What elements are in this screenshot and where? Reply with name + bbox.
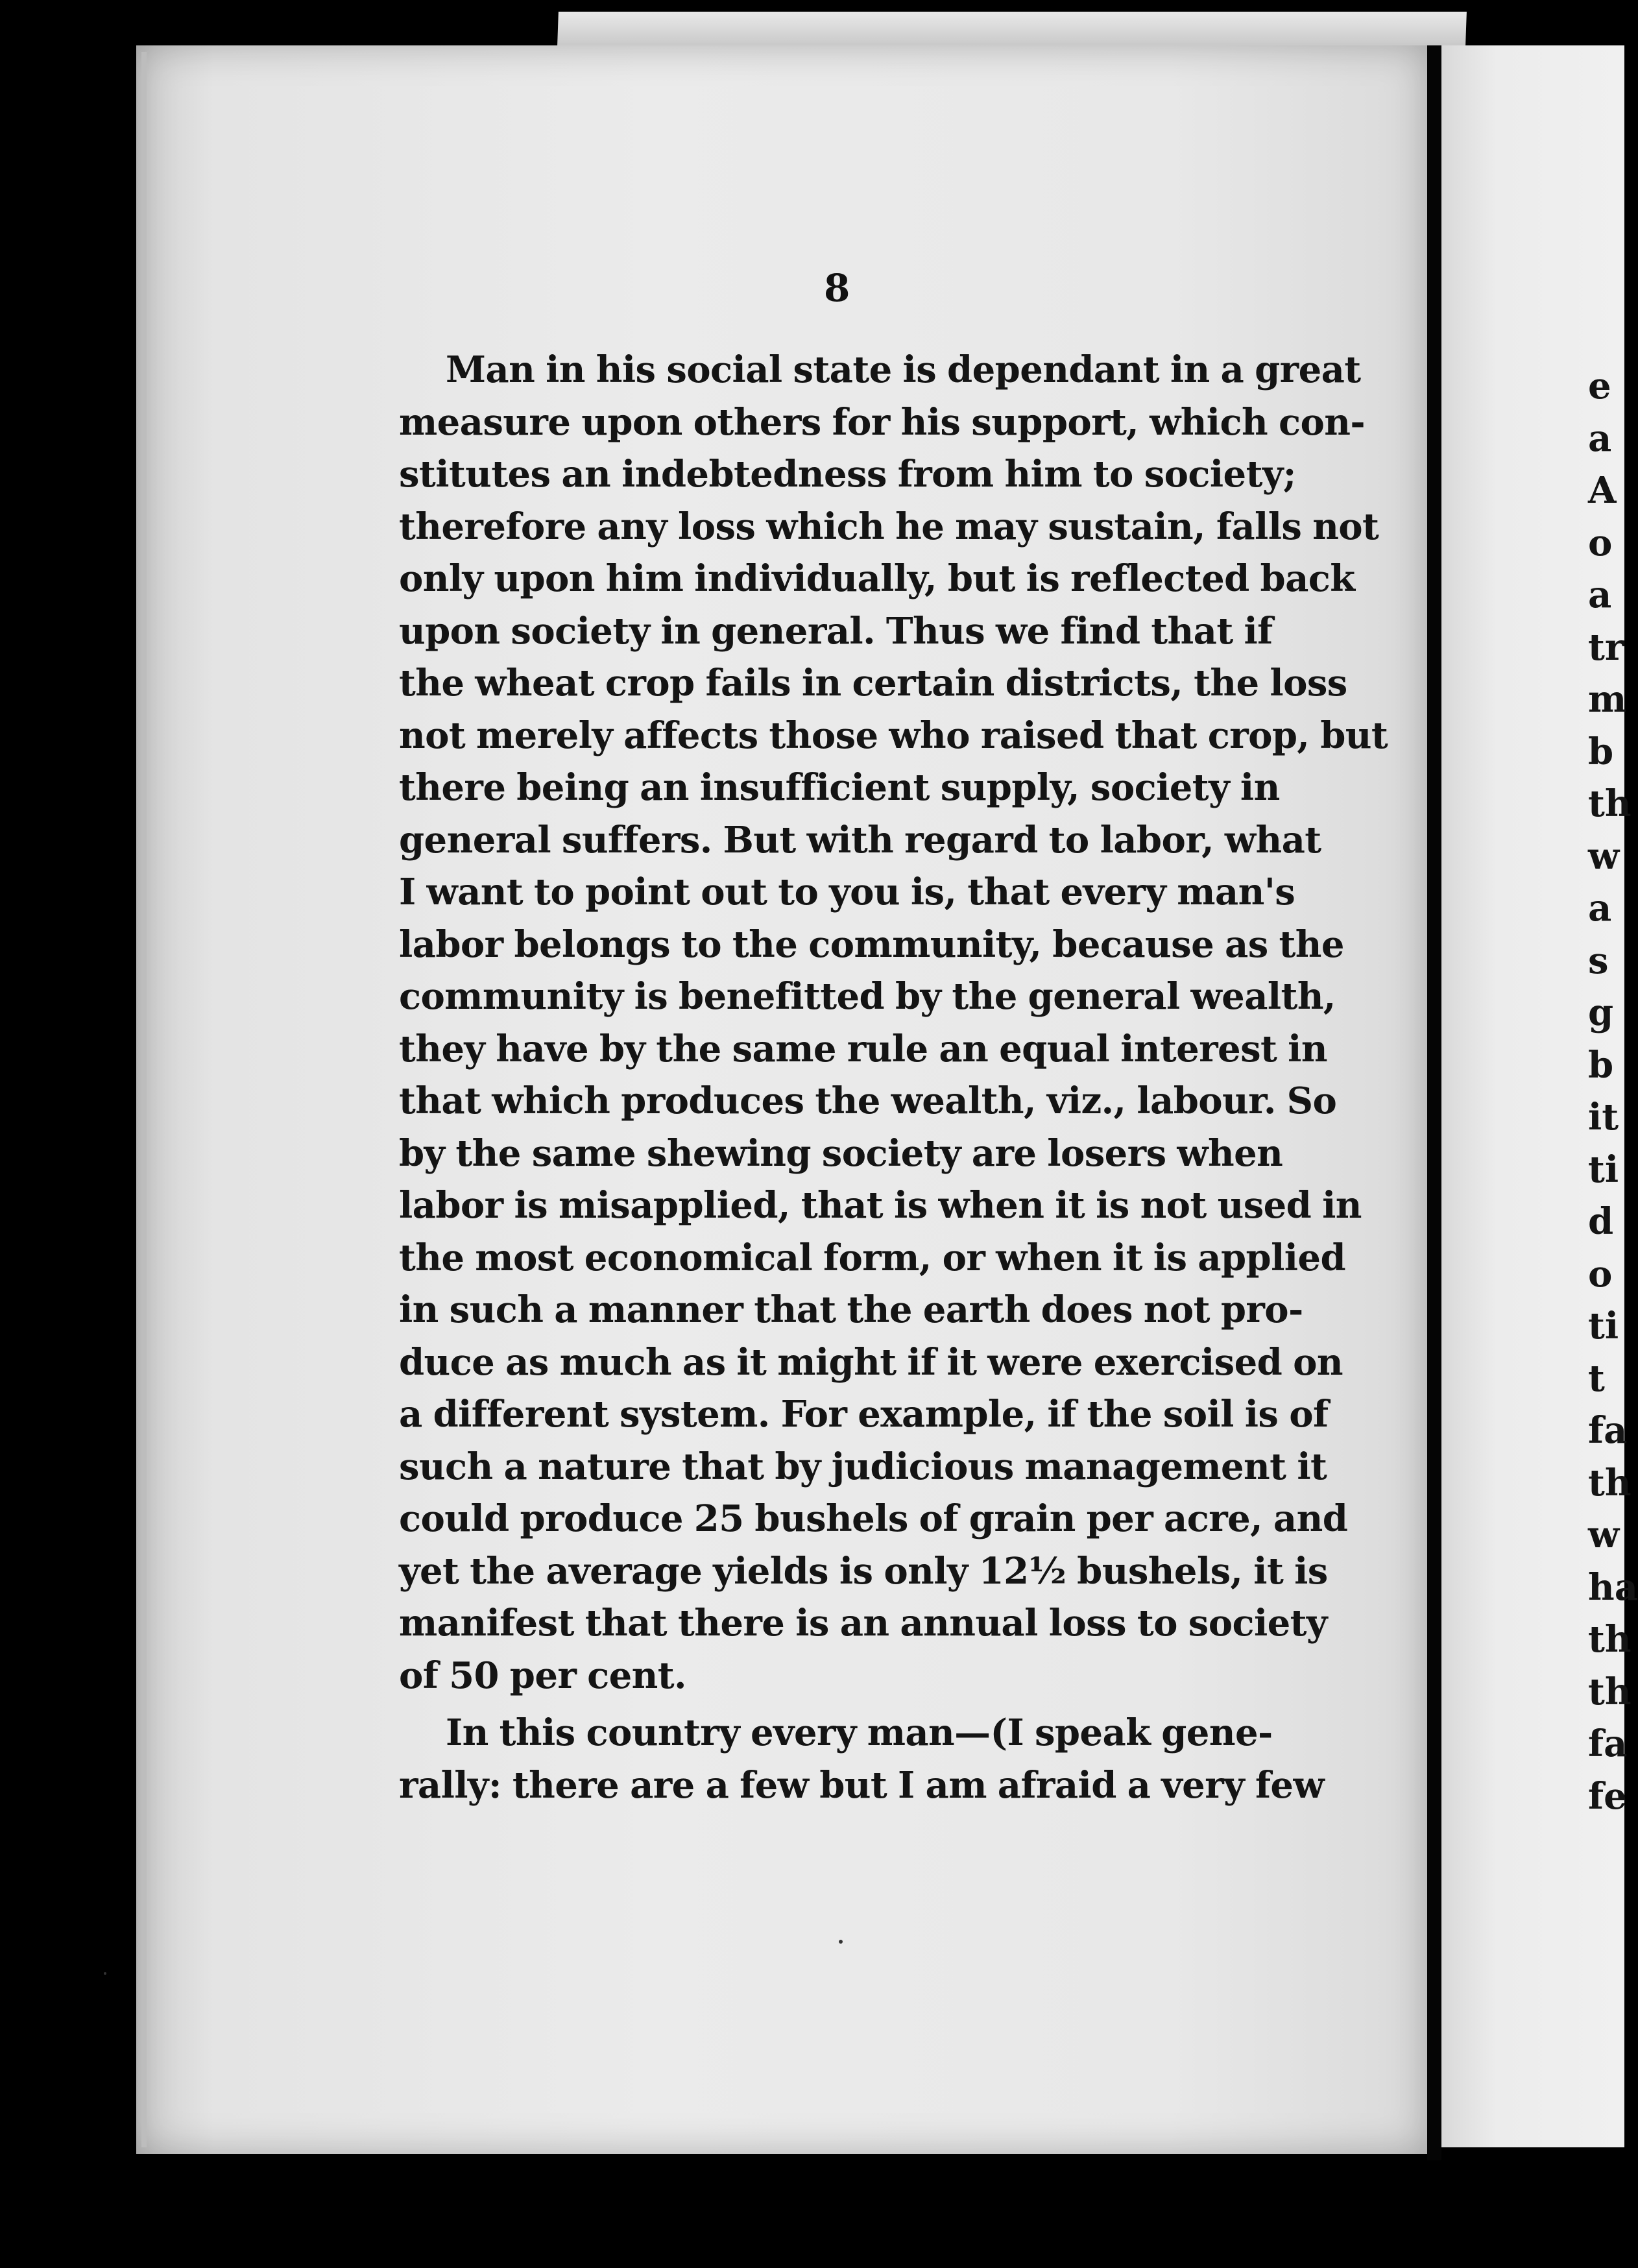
text-line: the wheat crop fails in certain districts, the loss [399,662,1347,705]
text-line: they have by the same rule an equal interest in [399,1027,1327,1070]
text-line: there being an insufficient supply, society in [399,766,1280,809]
ink-speck [839,1940,843,1944]
text-line: measure upon others for his support, which con- [399,400,1365,444]
fragment: e [1588,365,1611,407]
text-line: upon society in general. Thus we find that if [399,609,1273,653]
fragment: s [1588,939,1609,982]
fragment: fe [1588,1774,1627,1818]
text-line: general suffers. But with regard to labor, what [399,818,1321,862]
fragment: m [1588,678,1627,721]
fragment: A [1588,469,1617,512]
fragment: a [1588,573,1612,616]
fragment: th [1588,1618,1632,1661]
fragment: fa [1588,1722,1628,1765]
right-page-text-fragments [1588,360,1638,1822]
text-line: of 50 per cent. [399,1654,686,1697]
text-line: such a nature that by judicious management it [399,1445,1327,1488]
fragment: ha [1588,1565,1638,1609]
fragment: th [1588,1461,1632,1504]
torn-page-strip [557,12,1467,45]
body-text [399,344,1388,1811]
page-number: 8 [824,266,850,310]
text-line: only upon him individually, but is reflected back [399,557,1355,600]
text-line: stitutes an indebtedness from him to society; [399,453,1296,496]
text-line: yet the average yields is only 12½ bushels, it is [399,1549,1328,1593]
fragment: ti [1588,1148,1619,1191]
text-line: in such a manner that the earth does not pro- [399,1288,1303,1331]
text-line: manifest that there is an annual loss to society [399,1602,1327,1645]
fragment: it [1588,1096,1619,1139]
text-line: a different system. For example, if the soil is of [399,1393,1329,1436]
fragment: th [1588,1670,1632,1713]
book-gutter [1427,45,1441,2160]
fragment: th [1588,782,1632,825]
fragment: w [1588,834,1620,878]
fragment: fa [1588,1409,1628,1452]
text-line: labor is misapplied, that is when it is not used in [399,1184,1362,1227]
text-line: duce as much as it might if it were exercised on [399,1340,1343,1384]
text-line: Man in his social state is dependant in a great [446,348,1361,391]
fragment: w [1588,1514,1620,1556]
text-line: I want to point out to you is, that every man's [399,871,1295,913]
fragment: g [1588,991,1614,1034]
fragment: ti [1588,1305,1619,1347]
fragment: d [1588,1200,1614,1243]
fragment: b [1588,730,1614,773]
text-line: therefore any loss which he may sustain, falls not [399,505,1379,548]
fragment: o [1588,521,1613,564]
text-line: by the same shewing society are losers when [399,1131,1283,1175]
ink-speck [104,1972,106,1975]
text-line: rally: there are a few but I am afraid a very few [399,1763,1325,1807]
text-line: the most economical form, or when it is applied [399,1236,1345,1279]
fragment: b [1588,1043,1614,1087]
fragment: o [1588,1252,1613,1296]
text-line: that which produces the wealth, viz., labour. So [399,1080,1337,1122]
text-line: In this country every man—(I speak gene- [446,1711,1273,1754]
fragment: t [1588,1357,1605,1400]
page-edge [141,52,147,2147]
text-line: labor belongs to the community, because as the [399,923,1344,966]
text-line: community is benefitted by the general wealth, [399,975,1336,1018]
text-line: not merely affects those who raised that crop, but [399,714,1388,757]
fragment: a [1588,416,1612,460]
fragment: a [1588,887,1612,930]
fragment: tr [1588,625,1624,669]
text-line: could produce 25 bushels of grain per acre, and [399,1497,1348,1540]
